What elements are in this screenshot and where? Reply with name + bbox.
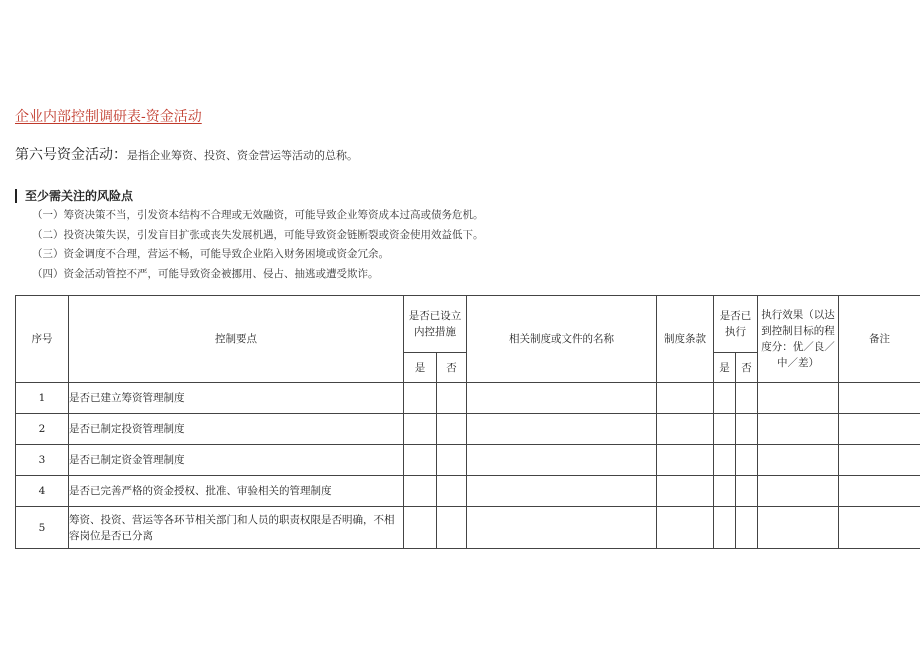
cell-established-no[interactable] [437,414,467,445]
header-executed: 是否已执行 [714,296,758,353]
cell-effect[interactable] [758,476,839,507]
header-executed-yes: 是 [714,353,736,383]
control-survey-table [15,295,920,549]
cell-executed-no[interactable] [736,383,758,414]
header-established-no: 否 [437,353,467,383]
cell-related-docs[interactable] [467,383,657,414]
risk-item: （一）筹资决策不当，引发资本结构不合理或无效融资，可能导致企业筹资成本过高或债务危机。 [32,209,484,221]
section-description: 是指企业筹资、投资、资金营运等活动的总称。 [127,149,358,162]
row-seq: 4 [16,476,69,507]
section-heading: 第六号资金活动： [15,147,127,163]
cell-clauses[interactable] [657,414,714,445]
cell-clauses[interactable] [657,507,714,549]
risk-section-title: 至少需关注的风险点 [15,189,484,203]
header-clauses: 制度条款 [657,296,714,383]
cell-executed-yes[interactable] [714,476,736,507]
cell-remarks[interactable] [839,414,920,445]
cell-established-no[interactable] [437,507,467,549]
cell-established-no[interactable] [437,476,467,507]
row-control-point: 是否已制定资金管理制度 [69,445,404,476]
cell-established-no[interactable] [437,445,467,476]
cell-established-yes[interactable] [404,445,437,476]
header-executed-no: 否 [736,353,758,383]
risk-item: （四）资金活动管控不严，可能导致资金被挪用、侵占、抽逃或遭受欺诈。 [32,267,379,280]
cell-executed-yes[interactable] [714,445,736,476]
header-established: 是否已设立内控措施 [404,296,467,353]
cell-executed-no[interactable] [736,445,758,476]
cell-remarks[interactable] [839,445,920,476]
header-related-docs: 相关制度或文件的名称 [467,296,657,383]
table-row [16,383,920,414]
cell-remarks[interactable] [839,476,920,507]
cell-executed-yes[interactable] [714,507,736,549]
cell-established-yes[interactable] [404,414,437,445]
cell-effect[interactable] [758,445,839,476]
cell-clauses[interactable] [657,476,714,507]
cell-clauses[interactable] [657,383,714,414]
table-row [16,414,920,445]
table-row [16,445,920,476]
row-seq: 3 [16,445,69,476]
row-seq: 1 [16,383,69,414]
cell-effect[interactable] [758,414,839,445]
table-row [16,507,920,549]
cell-related-docs[interactable] [467,507,657,549]
row-control-point: 是否已制定投资管理制度 [69,414,404,445]
risk-item: （二）投资决策失误，引发盲目扩张或丧失发展机遇，可能导致资金链断裂或资金使用效益低下。 [32,228,484,241]
header-remarks: 备注 [839,296,920,383]
cell-remarks[interactable] [839,383,920,414]
row-control-point: 是否已完善严格的资金授权、批准、审验相关的管理制度 [69,476,404,507]
row-control-point: 是否已建立筹资管理制度 [69,383,404,414]
cell-related-docs[interactable] [467,414,657,445]
cell-related-docs[interactable] [467,445,657,476]
document-title: 企业内部控制调研表-资金活动 [15,109,202,125]
header-effect: 执行效果（以达到控制目标的程度分：优／良／中／差） [758,296,839,383]
header-control-point: 控制要点 [69,296,404,383]
risk-list [32,206,484,284]
cell-executed-no[interactable] [736,414,758,445]
cell-executed-no[interactable] [736,476,758,507]
cell-related-docs[interactable] [467,476,657,507]
cell-clauses[interactable] [657,445,714,476]
risk-section [15,189,484,284]
header-seq: 序号 [16,296,69,383]
table-row [16,476,920,507]
cell-established-yes[interactable] [404,507,437,549]
row-seq: 2 [16,414,69,445]
cell-effect[interactable] [758,507,839,549]
cell-executed-yes[interactable] [714,414,736,445]
cell-executed-yes[interactable] [714,383,736,414]
row-seq: 5 [16,507,69,549]
risk-item: （三）资金调度不合理，营运不畅，可能导致企业陷入财务困境或资金冗余。 [32,248,389,260]
cell-established-no[interactable] [437,383,467,414]
cell-established-yes[interactable] [404,383,437,414]
header-established-yes: 是 [404,353,437,383]
section-line [15,144,358,164]
cell-established-yes[interactable] [404,476,437,507]
row-control-point: 筹资、投资、营运等各环节相关部门和人员的职责权限是否明确，不相容岗位是否已分离 [69,507,404,549]
cell-executed-no[interactable] [736,507,758,549]
cell-effect[interactable] [758,383,839,414]
cell-remarks[interactable] [839,507,920,549]
